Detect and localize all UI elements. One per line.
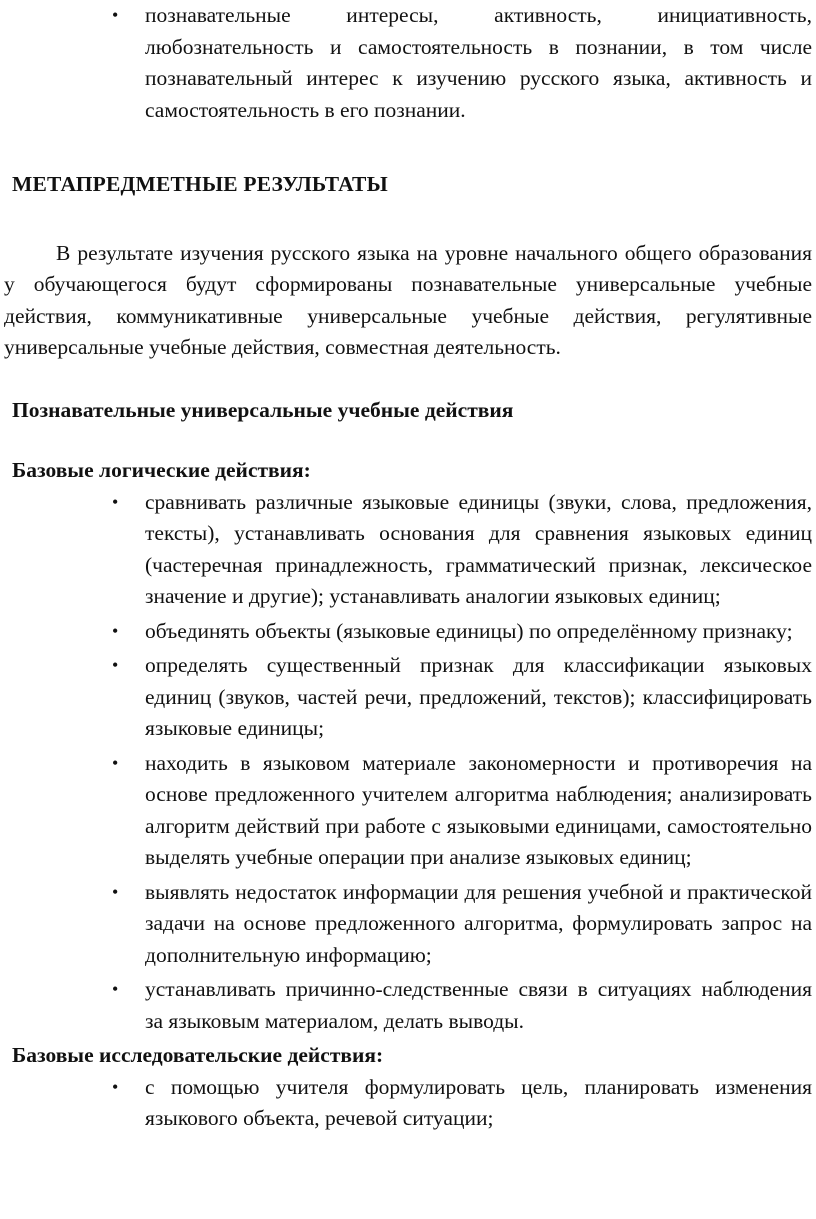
- subsection-heading: Познавательные универсальные учебные действия: [12, 397, 514, 422]
- list-item: • определять существенный признак для классификации языковых единиц (звуков, частей речи, предложений, текстов); классифицировать языковые единицы;: [145, 650, 812, 745]
- list-item: • выявлять недостаток информации для решения учебной и практической задачи на основе предложенного алгоритма, формулировать запрос на дополнительную информацию;: [145, 877, 812, 972]
- list-item: • познавательные интересы, активность, инициативность, любознательность и самостоятельность в познании, в том числе познавательный интерес к изучению русского языка, активность и самостоятельность в его познании.: [145, 0, 812, 126]
- research-actions-heading: Базовые исследовательские действия:: [12, 1043, 384, 1067]
- section-paragraph: В результате изучения русского языка на уровне начального общего образования у обучающегося будут сформированы познавательные универсальные учебные действия, коммуникативные универсальные учебные действия, регулятивные универсальные учебные действия, совместная деятельность.: [4, 240, 812, 359]
- list-item: • устанавливать причинно-следственные связи в ситуациях наблюдения за языковым материалом, делать выводы.: [145, 974, 812, 1037]
- list-item: • сравнивать различные языковые единицы (звуки, слова, предложения, тексты), устанавливать основания для сравнения языковых единиц (частеречная принадлежность, грамматический признак, лексическое значение и другие); устанавливать аналогии языковых единиц;: [145, 487, 812, 613]
- list-item: • объединять объекты (языковые единицы) по определённому признаку;: [145, 616, 812, 648]
- list-item: • находить в языковом материале закономерности и противоречия на основе предложенного учителем алгоритма наблюдения; анализировать алгоритм действий при работе с языковыми единицами, самостоятельно выделять учебные операции при анализе языковых единиц;: [145, 748, 812, 874]
- research-actions-list: [2, 1072, 812, 1135]
- logical-actions-heading: Базовые логические действия:: [12, 458, 311, 482]
- section-heading: МЕТАПРЕДМЕТНЫЕ РЕЗУЛЬТАТЫ: [12, 172, 388, 196]
- logical-actions-list: [2, 487, 812, 1038]
- intro-bullet-list: [2, 0, 812, 126]
- list-item: • с помощью учителя формулировать цель, планировать изменения языкового объекта, речевой ситуации;: [145, 1072, 812, 1135]
